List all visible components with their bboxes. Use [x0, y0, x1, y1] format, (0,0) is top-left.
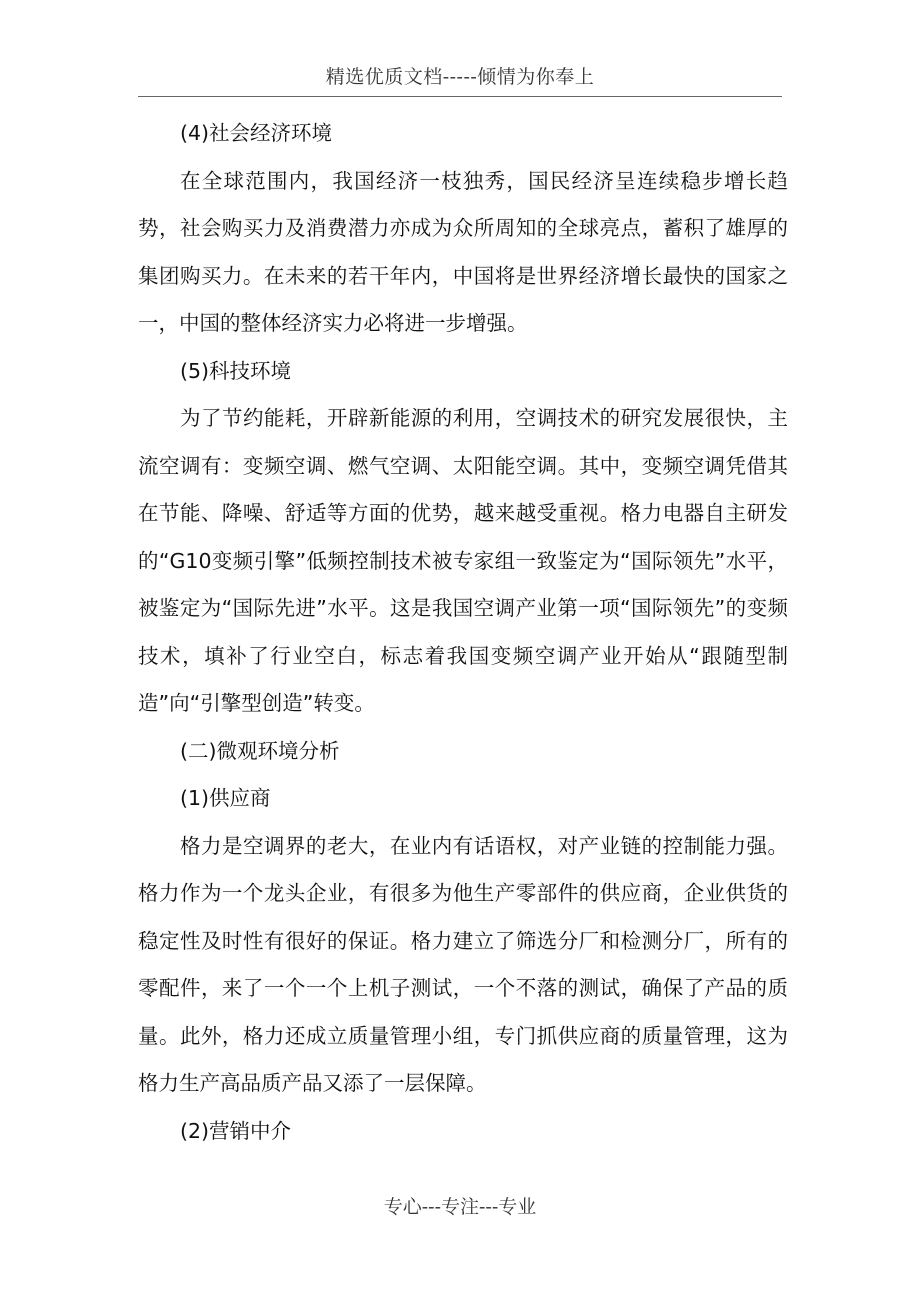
heading-marketing-intermediary: (2)营销中介	[180, 1118, 292, 1143]
heading-micro-environment: (二)微观环境分析	[180, 738, 340, 763]
document-body	[138, 110, 788, 1155]
page-footer: 专心---专注---专业	[383, 1196, 537, 1218]
paragraph-social-economy: 在全球范围内，我国经济一枝独秀，国民经济呈连续稳步增长趋势，社会购买力及消费潜力亦成为众所周知的全球亮点，蓄积了雄厚的集团购买力。在未来的若干年内，中国将是世界经济增长最快的国家之一，中国的整体经济实力必将进一步增强。	[138, 168, 788, 335]
header-divider	[138, 96, 782, 97]
heading-social-economy: (4)社会经济环境	[180, 121, 333, 145]
paragraph-technology: 为了节约能耗，开辟新能源的利用，空调技术的研究发展很快，主流空调有：变频空调、燃气空调、太阳能空调。其中，变频空调凭借其在节能、降噪、舒适等方面的优势，越来越受重视。格力电器自主研发的“G10变频引擎”低频控制技术被专家组一致鉴定为“国际领先”水平，被鉴定为“国际先进”水平。这是我国空调产业第一项“国际领先”的变频技术，填补了行业空白，标志着我国变频空调产业开始从“跟随型制造”向“引擎型创造”转变。	[138, 406, 788, 715]
heading-technology: (5)科技环境	[180, 358, 292, 383]
page-header: 精选优质文档-----倾情为你奉上	[325, 66, 595, 88]
heading-supplier: (1)供应商	[180, 786, 271, 810]
paragraph-supplier: 格力是空调界的老大，在业内有话语权，对产业链的控制能力强。格力作为一个龙头企业，有很多为他生产零部件的供应商，企业供货的稳定性及时性有很好的保证。格力建立了筛选分厂和检测分厂，所有的零配件，来了一个一个上机子测试，一个不落的测试，确保了产品的质量。此外，格力还成立质量管理小组，专门抓供应商的质量管理，这为格力生产高品质产品又添了一层保障。	[138, 833, 788, 1095]
